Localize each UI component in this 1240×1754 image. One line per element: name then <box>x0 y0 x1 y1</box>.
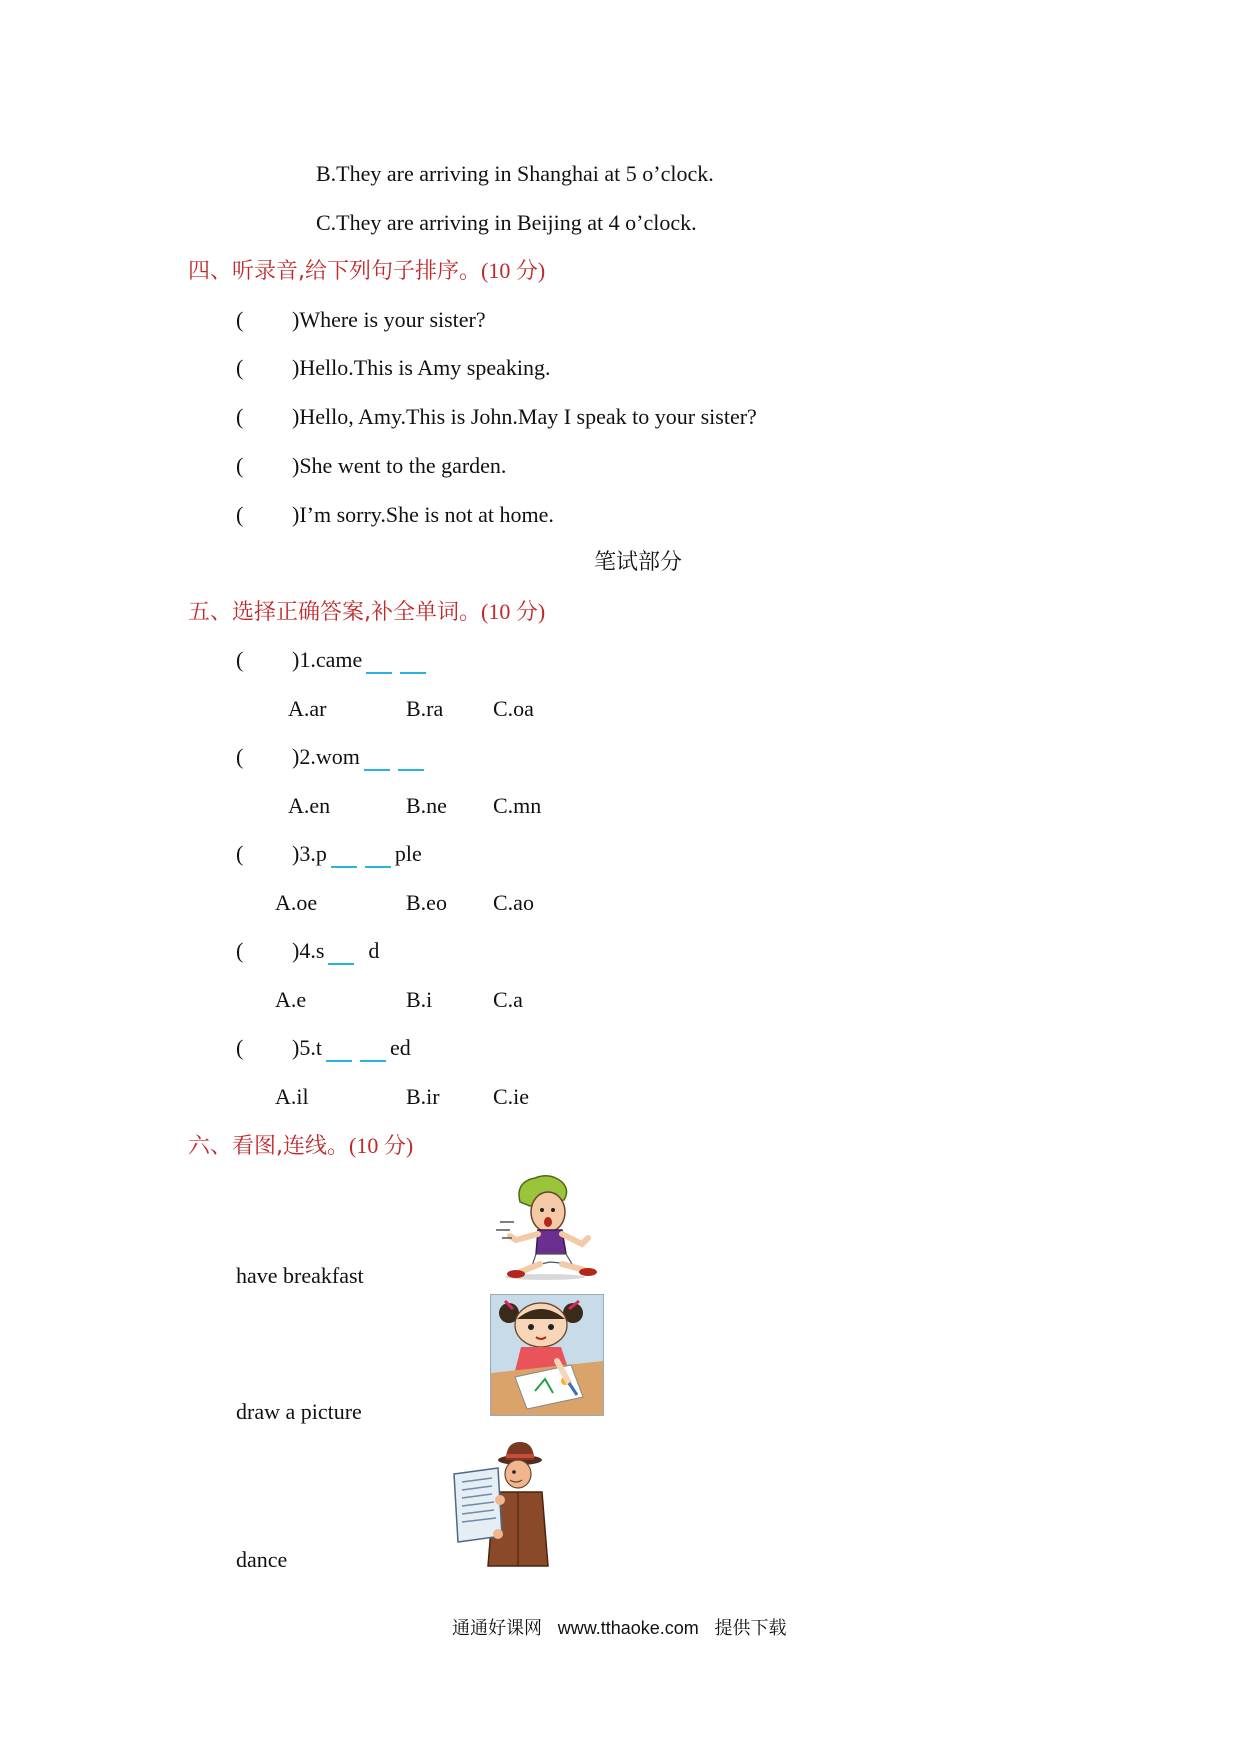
option-c: C.oa <box>493 696 534 721</box>
question-row: ( )1.came <box>236 646 836 676</box>
options-row <box>0 986 700 1014</box>
option-c: C.a <box>493 987 523 1012</box>
answer-blank <box>400 648 426 674</box>
answer-blank <box>398 745 424 771</box>
option-c: C.ie <box>493 1084 530 1109</box>
section4-points: (10 分) <box>481 258 546 283</box>
answer-blank <box>360 1036 386 1062</box>
section4-item-text: )She went to the garden. <box>292 453 507 478</box>
question-suffix: ple <box>394 841 422 866</box>
section4-title: 四、听录音,给下列句子排序。 <box>188 259 481 284</box>
option-b: B.ne <box>406 793 447 818</box>
section4-item: ( )I’m sorry.She is not at home. <box>236 502 554 527</box>
option-b: B.i <box>406 987 433 1012</box>
phrase-dance: dance <box>236 1547 288 1572</box>
options-row <box>0 889 700 917</box>
phrase-draw-a-picture: draw a picture <box>236 1399 362 1424</box>
answer-blank <box>365 842 391 868</box>
question-prefix: )3.p <box>292 841 327 866</box>
option-b: B.eo <box>406 890 447 915</box>
option-a: A.en <box>288 793 331 818</box>
option-a: A.e <box>275 987 307 1012</box>
question-prefix: )2.wom <box>292 744 360 769</box>
section4-item: ( )Where is your sister? <box>236 307 486 332</box>
section4-item: ( )She went to the garden. <box>236 453 507 478</box>
options-row <box>0 695 700 723</box>
answer-blank <box>326 1036 352 1062</box>
footer-url[interactable]: www.tthaoke.com <box>557 1618 699 1638</box>
options-row <box>0 1083 700 1111</box>
section4-item-text: )I’m sorry.She is not at home. <box>292 502 554 527</box>
man-reading-newspaper-picture <box>448 1440 558 1570</box>
option-c: C.ao <box>493 890 534 915</box>
section5-points: (10 分) <box>481 599 546 624</box>
girl-drawing-picture <box>490 1294 604 1416</box>
answer-blank <box>328 939 354 965</box>
answer-blank <box>364 745 390 771</box>
option-b-text: B.They are arriving in Shanghai at 5 o’clock. <box>316 161 714 186</box>
option-b: B.ir <box>406 1084 440 1109</box>
section4-item-text: )Hello.This is Amy speaking. <box>292 355 551 380</box>
section6-heading <box>188 1132 413 1161</box>
options-row <box>0 792 700 820</box>
section4-item-text: )Hello, Amy.This is John.May I speak to your sister? <box>292 404 757 429</box>
section6-title: 六、看图,连线。 <box>188 1134 349 1159</box>
section4-heading <box>188 257 545 286</box>
option-b: B.ra <box>406 696 444 721</box>
section5-heading <box>188 598 545 627</box>
answer-blank <box>366 648 392 674</box>
section4-item-text: )Where is your sister? <box>292 307 486 332</box>
question-suffix: ed <box>389 1035 411 1060</box>
footer-site-name: 通通好课网 <box>452 1618 542 1639</box>
question-row: ( )4.s d <box>236 938 380 963</box>
written-part-title: 笔试部分 <box>594 550 683 575</box>
option-c: C.mn <box>493 793 542 818</box>
running-boy-picture <box>490 1172 610 1282</box>
section4-item: ( )Hello, Amy.This is John.May I speak to your sister? <box>236 404 757 429</box>
section5-title: 五、选择正确答案,补全单词。 <box>188 600 481 625</box>
question-row: ( )3.p ple <box>236 841 422 866</box>
phrase-have-breakfast: have breakfast <box>236 1263 364 1288</box>
question-row: ( )2.wom <box>236 743 836 773</box>
question-row: ( )5.t ed <box>236 1035 411 1060</box>
option-a: A.oe <box>275 890 318 915</box>
question-suffix: d <box>368 938 380 963</box>
option-a: A.il <box>275 1084 309 1109</box>
section6-points: (10 分) <box>349 1133 414 1158</box>
footer <box>452 1616 787 1641</box>
option-c-text: C.They are arriving in Beijing at 4 o’clock. <box>316 210 697 235</box>
question-prefix: )5.t <box>292 1035 322 1060</box>
answer-blank <box>331 842 357 868</box>
option-a: A.ar <box>288 696 327 721</box>
footer-action: 提供下载 <box>714 1618 787 1639</box>
section4-item: ( )Hello.This is Amy speaking. <box>236 355 551 380</box>
question-prefix: )1.came <box>292 647 363 672</box>
question-prefix: )4.s <box>292 938 325 963</box>
